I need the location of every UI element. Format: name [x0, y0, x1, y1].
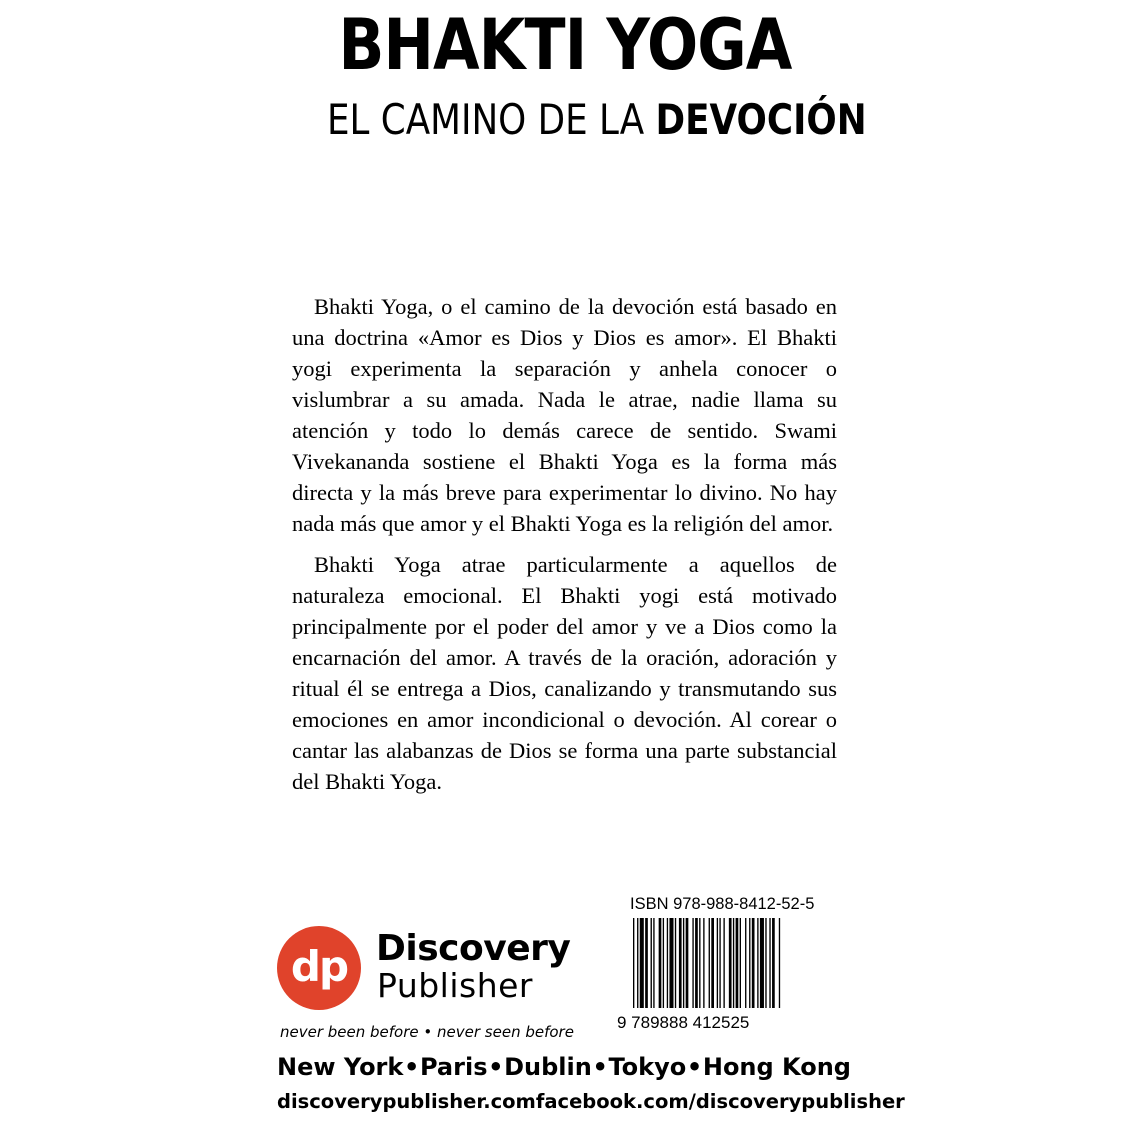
- barcode-bar: [729, 918, 732, 1008]
- city-separator: •: [686, 1053, 703, 1081]
- barcode-bar: [709, 918, 710, 1008]
- subtitle-prefix: EL CAMINO DE LA: [327, 95, 656, 144]
- barcode-bar: [711, 918, 714, 1008]
- barcode-bar: [760, 918, 764, 1008]
- barcode-bar: [633, 918, 634, 1008]
- barcode-digits: 9 789888 412525: [617, 1013, 750, 1030]
- barcode-bar: [659, 918, 662, 1008]
- barcode-bar: [719, 918, 720, 1008]
- barcode-bar: [736, 918, 739, 1008]
- barcode-bar: [669, 918, 673, 1008]
- publisher-links: [277, 1090, 905, 1113]
- barcode-bar: [703, 918, 704, 1008]
- barcode-bar: [752, 918, 755, 1008]
- description-paragraph-1: Bhakti Yoga, o el camino de la devoción está basado en una doctrina «Amor es Dios y Dios es amor». El Bhakti yogi experimenta la separación y anhela conocer o vislumbrar a su amada. Nada le atrae, nadie llama su atención y todo lo demás carece de sentido. Swami Vivekananda sostiene el Bhakti Yoga es la forma más directa y la más breve para experimentar lo divino. No hay nada más que amor y el Bhakti Yoga es la religión del amor.: [292, 294, 837, 536]
- publisher-name-line1: Discovery: [376, 928, 571, 969]
- publisher-name-line2: Publisher: [377, 966, 533, 1005]
- city-hong-kong: Hong Kong: [702, 1053, 851, 1081]
- barcode-bar: [765, 918, 766, 1008]
- barcode-bar: [651, 918, 652, 1008]
- barcode-bar: [653, 918, 654, 1008]
- barcode-bar: [695, 918, 698, 1008]
- barcode-bar: [692, 918, 693, 1008]
- publisher-tagline: never been before • never seen before: [280, 1023, 574, 1041]
- book-title: BHAKTI YOGA: [338, 4, 792, 86]
- city-tokyo: Tokyo: [608, 1053, 687, 1081]
- barcode-bar: [640, 918, 644, 1008]
- description-paragraph-2: Bhakti Yoga atrae particularmente a aquellos de naturaleza emocional. El Bhakti yogi está motivado principalmente por el poder del amor y ve a Dios como la encarnación del amor. A través de la oración, adoración y ritual él se entrega a Dios, canalizando y transmutando sus emociones en amor incondicional o devoción. Al corear o cantar las alabanzas de Dios se forma una parte substancial del Bhakti Yoga.: [292, 552, 837, 794]
- city-separator: •: [592, 1053, 608, 1081]
- barcode-bar: [717, 918, 718, 1008]
- logo-letters: dp: [290, 942, 348, 991]
- city-separator: •: [404, 1053, 420, 1081]
- barcode-bar: [723, 918, 724, 1008]
- barcode-bar: [757, 918, 758, 1008]
- barcode-bar: [679, 918, 682, 1008]
- barcode-bar: [667, 918, 668, 1008]
- barcode-image: [617, 918, 813, 1030]
- publisher-facebook: facebook.com/discoverypublisher: [535, 1090, 905, 1113]
- barcode-bar: [683, 918, 684, 1008]
- barcode-bar: [740, 918, 741, 1008]
- book-subtitle: [327, 92, 867, 148]
- isbn-label: ISBN 978-988-8412-52-5: [630, 895, 815, 913]
- city-separator: •: [488, 1053, 504, 1081]
- barcode-bar: [637, 918, 638, 1008]
- city-new-york: New York: [277, 1053, 404, 1081]
- barcode-bar: [745, 918, 746, 1008]
- barcode-bar: [733, 918, 734, 1008]
- book-description: [292, 291, 837, 807]
- barcode-bar: [645, 918, 648, 1008]
- city-dublin: Dublin: [504, 1053, 592, 1081]
- barcode-bar: [699, 918, 700, 1008]
- city-paris: Paris: [419, 1053, 488, 1081]
- publisher-cities: [277, 1053, 851, 1081]
- barcode-bar: [769, 918, 770, 1008]
- isbn-barcode: [617, 918, 813, 1030]
- barcode-bar: [675, 918, 676, 1008]
- barcode-bar: [779, 918, 780, 1008]
- subtitle-emphasis: DEVOCIÓN: [655, 95, 867, 144]
- barcode-bar: [749, 918, 750, 1008]
- barcode-bar: [663, 918, 664, 1008]
- publisher-logo-icon: [276, 925, 362, 1011]
- barcode-bar: [772, 918, 775, 1008]
- barcode-bar: [686, 918, 689, 1008]
- publisher-website: discoverypublisher.com: [277, 1090, 536, 1113]
